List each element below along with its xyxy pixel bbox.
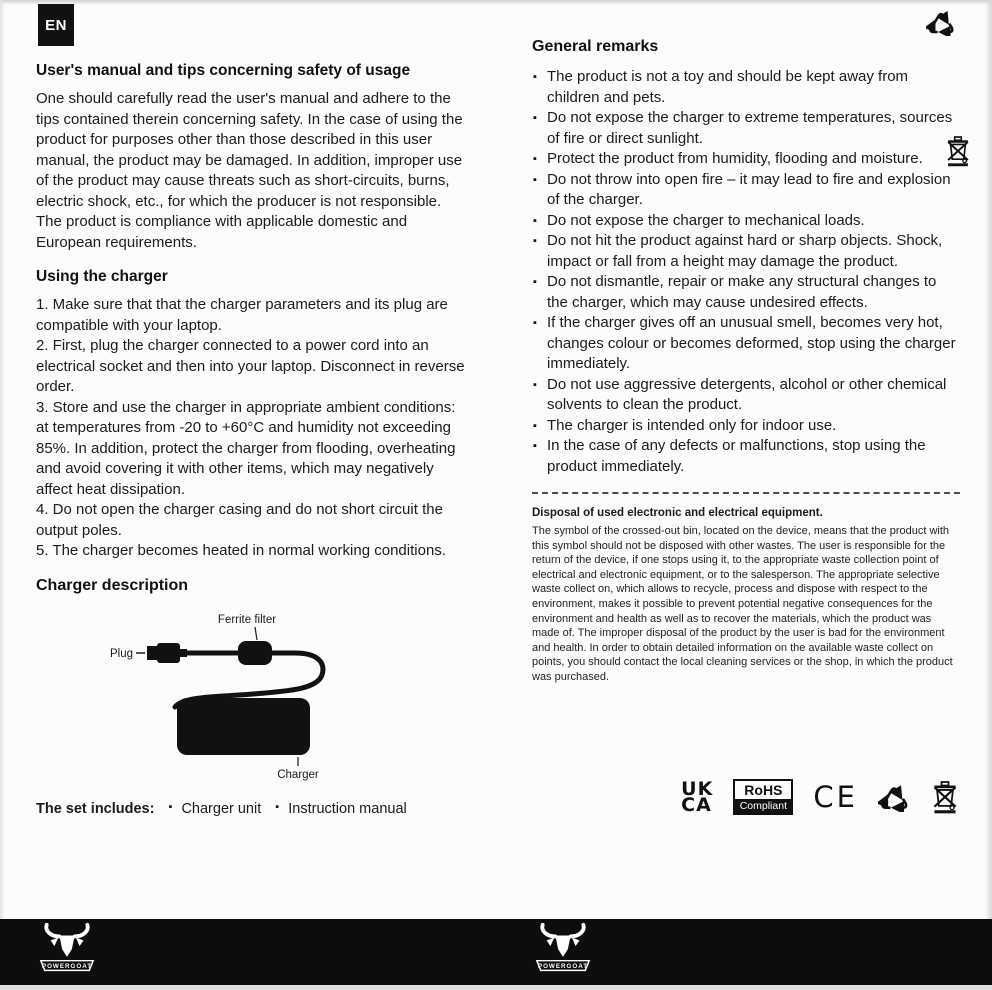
ukca-line1: UK [681, 777, 714, 800]
remark-item: ▪ If the charger gives off an unusual smell, becomes very hot, changes colour or becomes deformed, stop using the charger immediately. [532, 313, 960, 375]
safety-section-body: One should carefully read the user's manual and adhere to the tips contained therein concerning safety. In the case of using the product for purposes other than those described in this user manual, the product may be damaged. In addition, improper use of the product may cause threats such as short-circuits, burns, electric shock, etc., for which the producer is not responsible. The product is compliance with applicable domestic and European requirements. [36, 90, 463, 251]
ferrite-filter-label: Ferrite filter [217, 613, 277, 626]
remark-item: ▪ Protect the product from humidity, flooding and moisture. [532, 149, 960, 170]
set-includes-line [36, 801, 468, 817]
set-includes-label: The set includes: [36, 800, 155, 817]
charger-step: 4. Do not open the charger casing and do not short circuit the output poles. [36, 501, 443, 539]
ukca-line2: CA [681, 793, 712, 816]
recycle-icon [878, 782, 910, 812]
charger-step: 5. The charger becomes heated in normal working conditions. [36, 542, 446, 559]
disposal-body: The symbol of the crossed-out bin, located on the device, means that the product with this symbol should not be disposed with other wastes. The user is responsible for the return of the device, if one stops using it, to the appropriate waste collection point of electrical and electronic equipment, or to the salesperson. The appropriate selective waste collect on, which allows to recycle, process and dispose with respect to the environment, makes it possible to prevent potential negative consequences for the environment and health as well as to recover the materials, which the product was made of. The improper disposal of the product by the user is bad for the environment and health. In order to obtain detailed information on the available waste collect on points, you should contact the local cleaning services or the shop, in which the product was purchased. [532, 525, 953, 683]
remark-item: ▪ Do not throw into open fire – it may lead to fire and explosion of the charger. [532, 170, 960, 211]
powergoat-logo [36, 922, 98, 980]
page-edge-bottom [0, 985, 992, 990]
remark-item: ▪ Do not hit the product against hard or sharp objects. Shock, impact or fall from a height may damage the product. [532, 231, 960, 272]
weee-bin-icon [944, 134, 972, 168]
dashed-divider [532, 492, 960, 494]
language-badge: EN [38, 4, 74, 46]
page-edge-left [0, 0, 5, 990]
disposal-title: Disposal of used electronic and electrical equipment. [532, 507, 823, 519]
charger-description-title: Charger description [36, 576, 189, 594]
rohs-mark [733, 779, 793, 815]
page-edge-top [0, 0, 992, 5]
rohs-name: RoHS [744, 781, 783, 798]
powergoat-logo [532, 922, 594, 980]
weee-bin-icon [930, 779, 960, 815]
page-edge-right [985, 0, 992, 990]
remark-item: ▪ Do not expose the charger to extreme temperatures, sources of fire or direct sunlight. [532, 108, 960, 149]
charger-step: 3. Store and use the charger in appropriate ambient conditions: at temperatures from -20 to +60°C and humidity not exceeding 85%. In addition, protect the charger from flooding, overheating and avoid covering it with other items, which may negatively affect heat dissipation. [36, 398, 456, 498]
remark-item: ▪ In the case of any defects or malfunctions, stop using the product immediately. [532, 436, 960, 477]
left-column [36, 62, 468, 817]
plug-label: Plug [109, 647, 133, 660]
plug-icon [147, 643, 187, 663]
set-includes-item: ▪ Instruction manual [275, 801, 406, 817]
remark-item: ▪ Do not use aggressive detergents, alcohol or other chemical solvents to clean the product. [532, 375, 960, 416]
footer-brand-bar [0, 919, 992, 985]
remark-item: ▪ Do not dismantle, repair or make any structural changes to the charger, which may cause undesired effects. [532, 272, 960, 313]
ce-mark: CE [813, 779, 858, 814]
general-remarks-title: General remarks [532, 38, 659, 55]
ferrite-filter-icon [238, 641, 272, 665]
charger-diagram [85, 609, 357, 785]
remark-item: ▪ Do not expose the charger to mechanical loads. [532, 211, 960, 232]
right-column [532, 38, 960, 815]
charger-label: Charger [277, 768, 319, 781]
powergoat-wordmark: POWERGOAT [537, 962, 589, 970]
powergoat-wordmark: POWERGOAT [41, 962, 93, 970]
compliance-marks-row [532, 779, 960, 815]
set-includes-item: ▪ Charger unit [168, 801, 261, 817]
remark-item: ▪ The charger is intended only for indoor use. [532, 416, 960, 437]
charger-step: 2. First, plug the charger connected to a power cord into an electrical socket and then into your laptop. Disconnect in reverse order. [36, 337, 465, 395]
safety-section-title: User's manual and tips concerning safety of usage [36, 62, 411, 79]
charger-brick-icon [177, 698, 310, 755]
using-section-title: Using the charger [36, 268, 168, 285]
remark-item: ▪ The product is not a toy and should be kept away from children and pets. [532, 67, 960, 108]
ukca-mark [681, 777, 714, 816]
recycle-icon [926, 8, 956, 36]
rohs-compliant-label: Compliant [735, 799, 791, 813]
charger-step: 1. Make sure that that the charger parameters and its plug are compatible with your laptop. [36, 296, 448, 334]
